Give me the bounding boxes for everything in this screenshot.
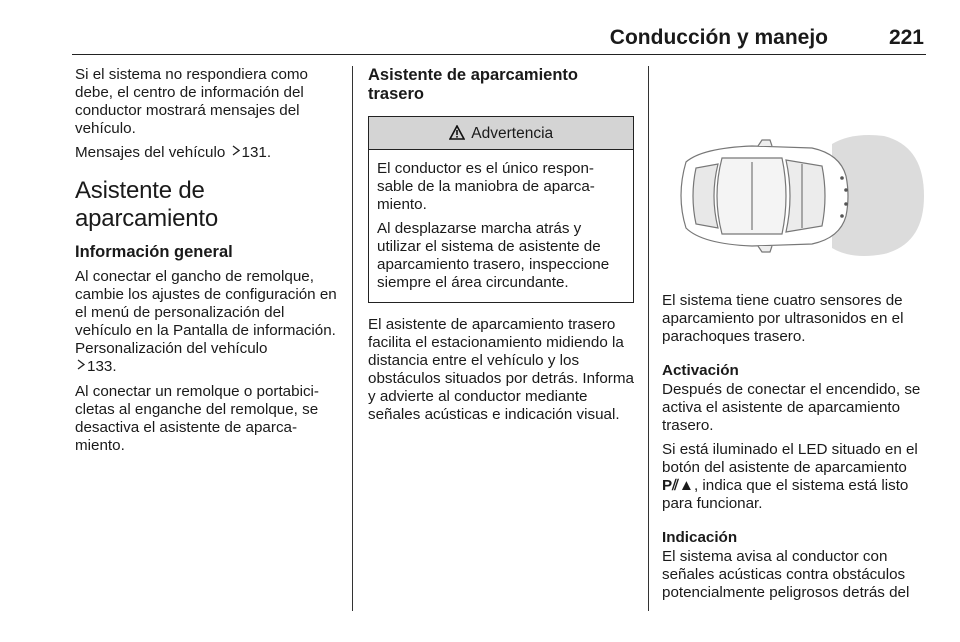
sensor-dot (840, 176, 844, 180)
xref-arrow-icon[interactable] (232, 144, 240, 162)
section-heading-parking-assist: Asistente de aparcamiento (75, 177, 219, 232)
paragraph-activation: Después de conectar el encendido, se activa el asistente de aparcamiento trasero. (662, 381, 921, 434)
xref-arrow-icon[interactable] (77, 358, 85, 376)
led-text-b: , indica que el sistema está listo para funcionar. (662, 477, 909, 512)
paragraph-vehicle-messages-ref (75, 144, 337, 163)
sensor-dot (844, 188, 848, 192)
led-text-a: Si está iluminado el LED situado en el botón del asistente de aparcamiento (662, 441, 918, 476)
tow-hook-text: Al conectar el gancho de remolque, cambie los ajustes de configuración en el menú de personalización del vehículo en la Pantalla de información. Personalización del vehículo (75, 268, 337, 357)
paragraph-system-response: Si el sistema no respondiera como debe, el centro de información del conductor mostrará mensajes del vehículo. (75, 66, 308, 137)
subheading-general-info: Información general (75, 243, 233, 261)
warning-title: Advertencia (471, 125, 554, 142)
column-divider-2 (648, 66, 649, 611)
ref-text: Mensajes del vehículo (75, 144, 226, 161)
paragraph-trailer: Al conectar un remolque o portabicicletas al enganche del remolque, se desactiva el asistente de aparcamiento. (75, 383, 319, 454)
subheading-indication: Indicación (662, 529, 738, 546)
paragraph-indication: El sistema avisa al conductor con señales acústicas contra obstáculos potencialmente peligrosos detrás del (662, 548, 910, 601)
column-1 (75, 66, 337, 461)
warning-header (369, 117, 633, 150)
sensor-dot (844, 202, 848, 206)
sensor-dot (840, 214, 844, 218)
car-icon (681, 140, 848, 252)
warning-body (369, 150, 633, 302)
chapter-title: Conducción y manejo (609, 26, 828, 49)
column-3 (662, 66, 928, 608)
ref-page[interactable]: 133. (87, 358, 117, 375)
subheading-activation: Activación (662, 362, 739, 379)
warning-box (368, 116, 634, 303)
warning-paragraph-2: Al desplazarse marcha atrás y utilizar el sistema de asistente de aparcamiento trasero, inspeccione siempre el área circundante. (377, 220, 610, 291)
paragraph-tow-hook (75, 268, 337, 377)
ref-page[interactable]: 131. (241, 144, 272, 161)
paragraph-led (662, 441, 928, 513)
paragraph-four-sensors: El sistema tiene cuatro sensores de aparcamiento por ultrasonidos en el parachoques trasero. (662, 292, 904, 345)
subheading-rear-parking-assist: Asistente de aparcamiento trasero (368, 66, 578, 103)
column-divider-1 (352, 66, 353, 611)
paragraph-rear-assist-description: El asistente de aparcamiento trasero facilita el estacionamiento midiendo la distancia entre el vehículo y los obstáculos situados por detrás. Informa y advierte al conductor mediante señales acústicas e indicación visual. (368, 316, 634, 423)
parking-assist-button-symbol: P⫽▲ (662, 477, 694, 494)
page-number: 221 (888, 26, 924, 49)
warning-paragraph-1: El conductor es el único responsable de la maniobra de aparcamiento. (377, 160, 595, 213)
column-2 (368, 66, 634, 430)
car-sensor-illustration (662, 66, 928, 276)
warning-triangle-icon (449, 125, 469, 142)
page-header (72, 22, 926, 55)
